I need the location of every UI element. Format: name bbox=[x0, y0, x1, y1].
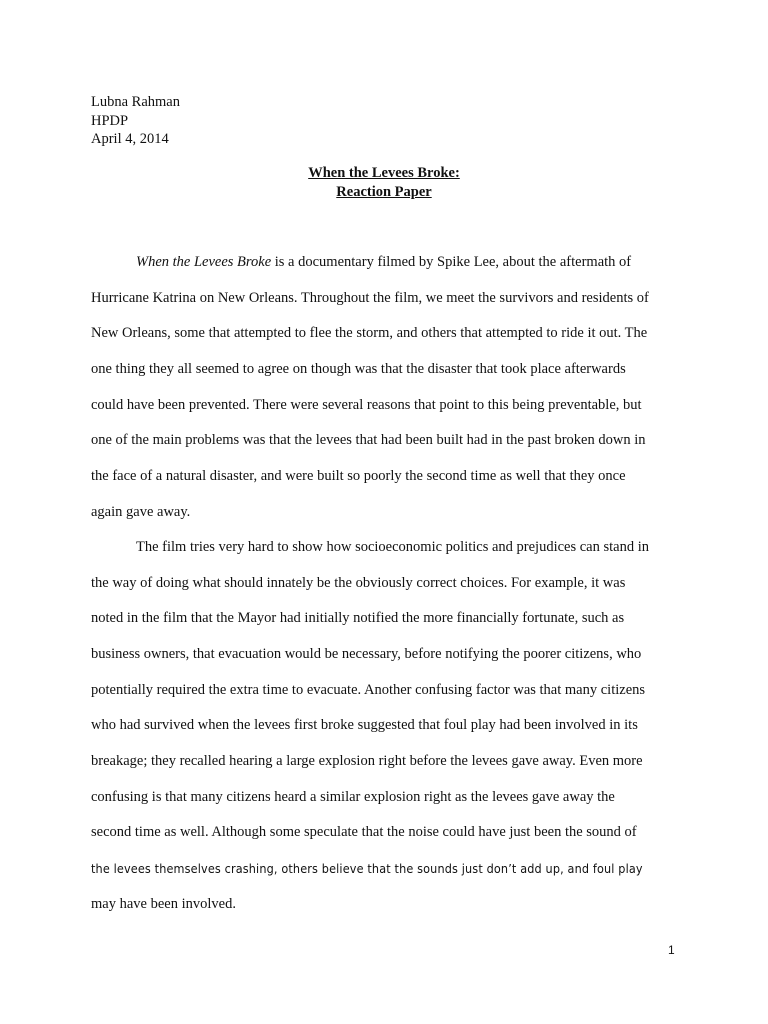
film-title: When the Levees Broke bbox=[136, 254, 272, 270]
paragraph-2-line-11: may have been involved. bbox=[91, 896, 236, 912]
title-line-1: When the Levees Broke: bbox=[308, 165, 460, 181]
paragraph-2-line-4: business owners, that evacuation would be necessary, before notifying the poorer citizens, who bbox=[91, 646, 642, 662]
paragraph-2-line-5: potentially required the extra time to evacuate. Another confusing factor was that many citizens bbox=[91, 682, 646, 698]
paragraph-1-line-1-rest: is a documentary filmed by Spike Lee, about the aftermath of bbox=[271, 254, 632, 270]
paragraph-2-line-6: who had survived when the levees first broke suggested that foul play had been involved in its bbox=[91, 717, 638, 733]
paragraph-1-line-2: Hurricane Katrina on New Orleans. Throughout the film, we meet the survivors and residents of bbox=[91, 290, 649, 306]
paragraph-2-line-3: noted in the film that the Mayor had initially notified the more financially fortunate, such as bbox=[91, 610, 625, 626]
paragraph-2-line-10: the levees themselves crashing, others believe that the sounds just don’t add up, and foul play bbox=[91, 861, 643, 876]
paragraph-1-line-6: one of the main problems was that the levees that had been built had in the past broken down in bbox=[91, 432, 646, 448]
paragraph-1-line-8: again gave away. bbox=[91, 504, 191, 520]
author-name: Lubna Rahman bbox=[91, 94, 180, 110]
paragraph-2-line-9: second time as well. Although some speculate that the noise could have just been the sound of bbox=[91, 824, 637, 840]
header-block bbox=[91, 93, 180, 149]
paper-title bbox=[0, 164, 768, 202]
paragraph-1-line-5: could have been prevented. There were several reasons that point to this being preventable, but bbox=[91, 397, 642, 413]
page-number: 1 bbox=[668, 943, 675, 957]
paragraph-2-line-8: confusing is that many citizens heard a similar explosion right as the levees gave away the bbox=[91, 789, 615, 805]
paragraph-2-line-2: the way of doing what should innately be the obviously correct choices. For example, it was bbox=[91, 575, 626, 591]
paragraph-1-line-3: New Orleans, some that attempted to flee the storm, and others that attempted to ride it out. The bbox=[91, 325, 648, 341]
paragraph-2-line-1: The film tries very hard to show how socioeconomic politics and prejudices can stand in bbox=[136, 539, 650, 555]
paragraph-1-line-1 bbox=[136, 253, 631, 271]
paragraph-1-line-4: one thing they all seemed to agree on though was that the disaster that took place afterwards bbox=[91, 361, 626, 377]
course-name: HPDP bbox=[91, 112, 129, 129]
title-line-2: Reaction Paper bbox=[336, 184, 432, 200]
paragraph-2-line-7: breakage; they recalled hearing a large explosion right before the levees gave away. Even more bbox=[91, 753, 643, 769]
paragraph-1-line-7: the face of a natural disaster, and were built so poorly the second time as well that they once bbox=[91, 468, 626, 484]
paper-date: April 4, 2014 bbox=[91, 131, 169, 147]
